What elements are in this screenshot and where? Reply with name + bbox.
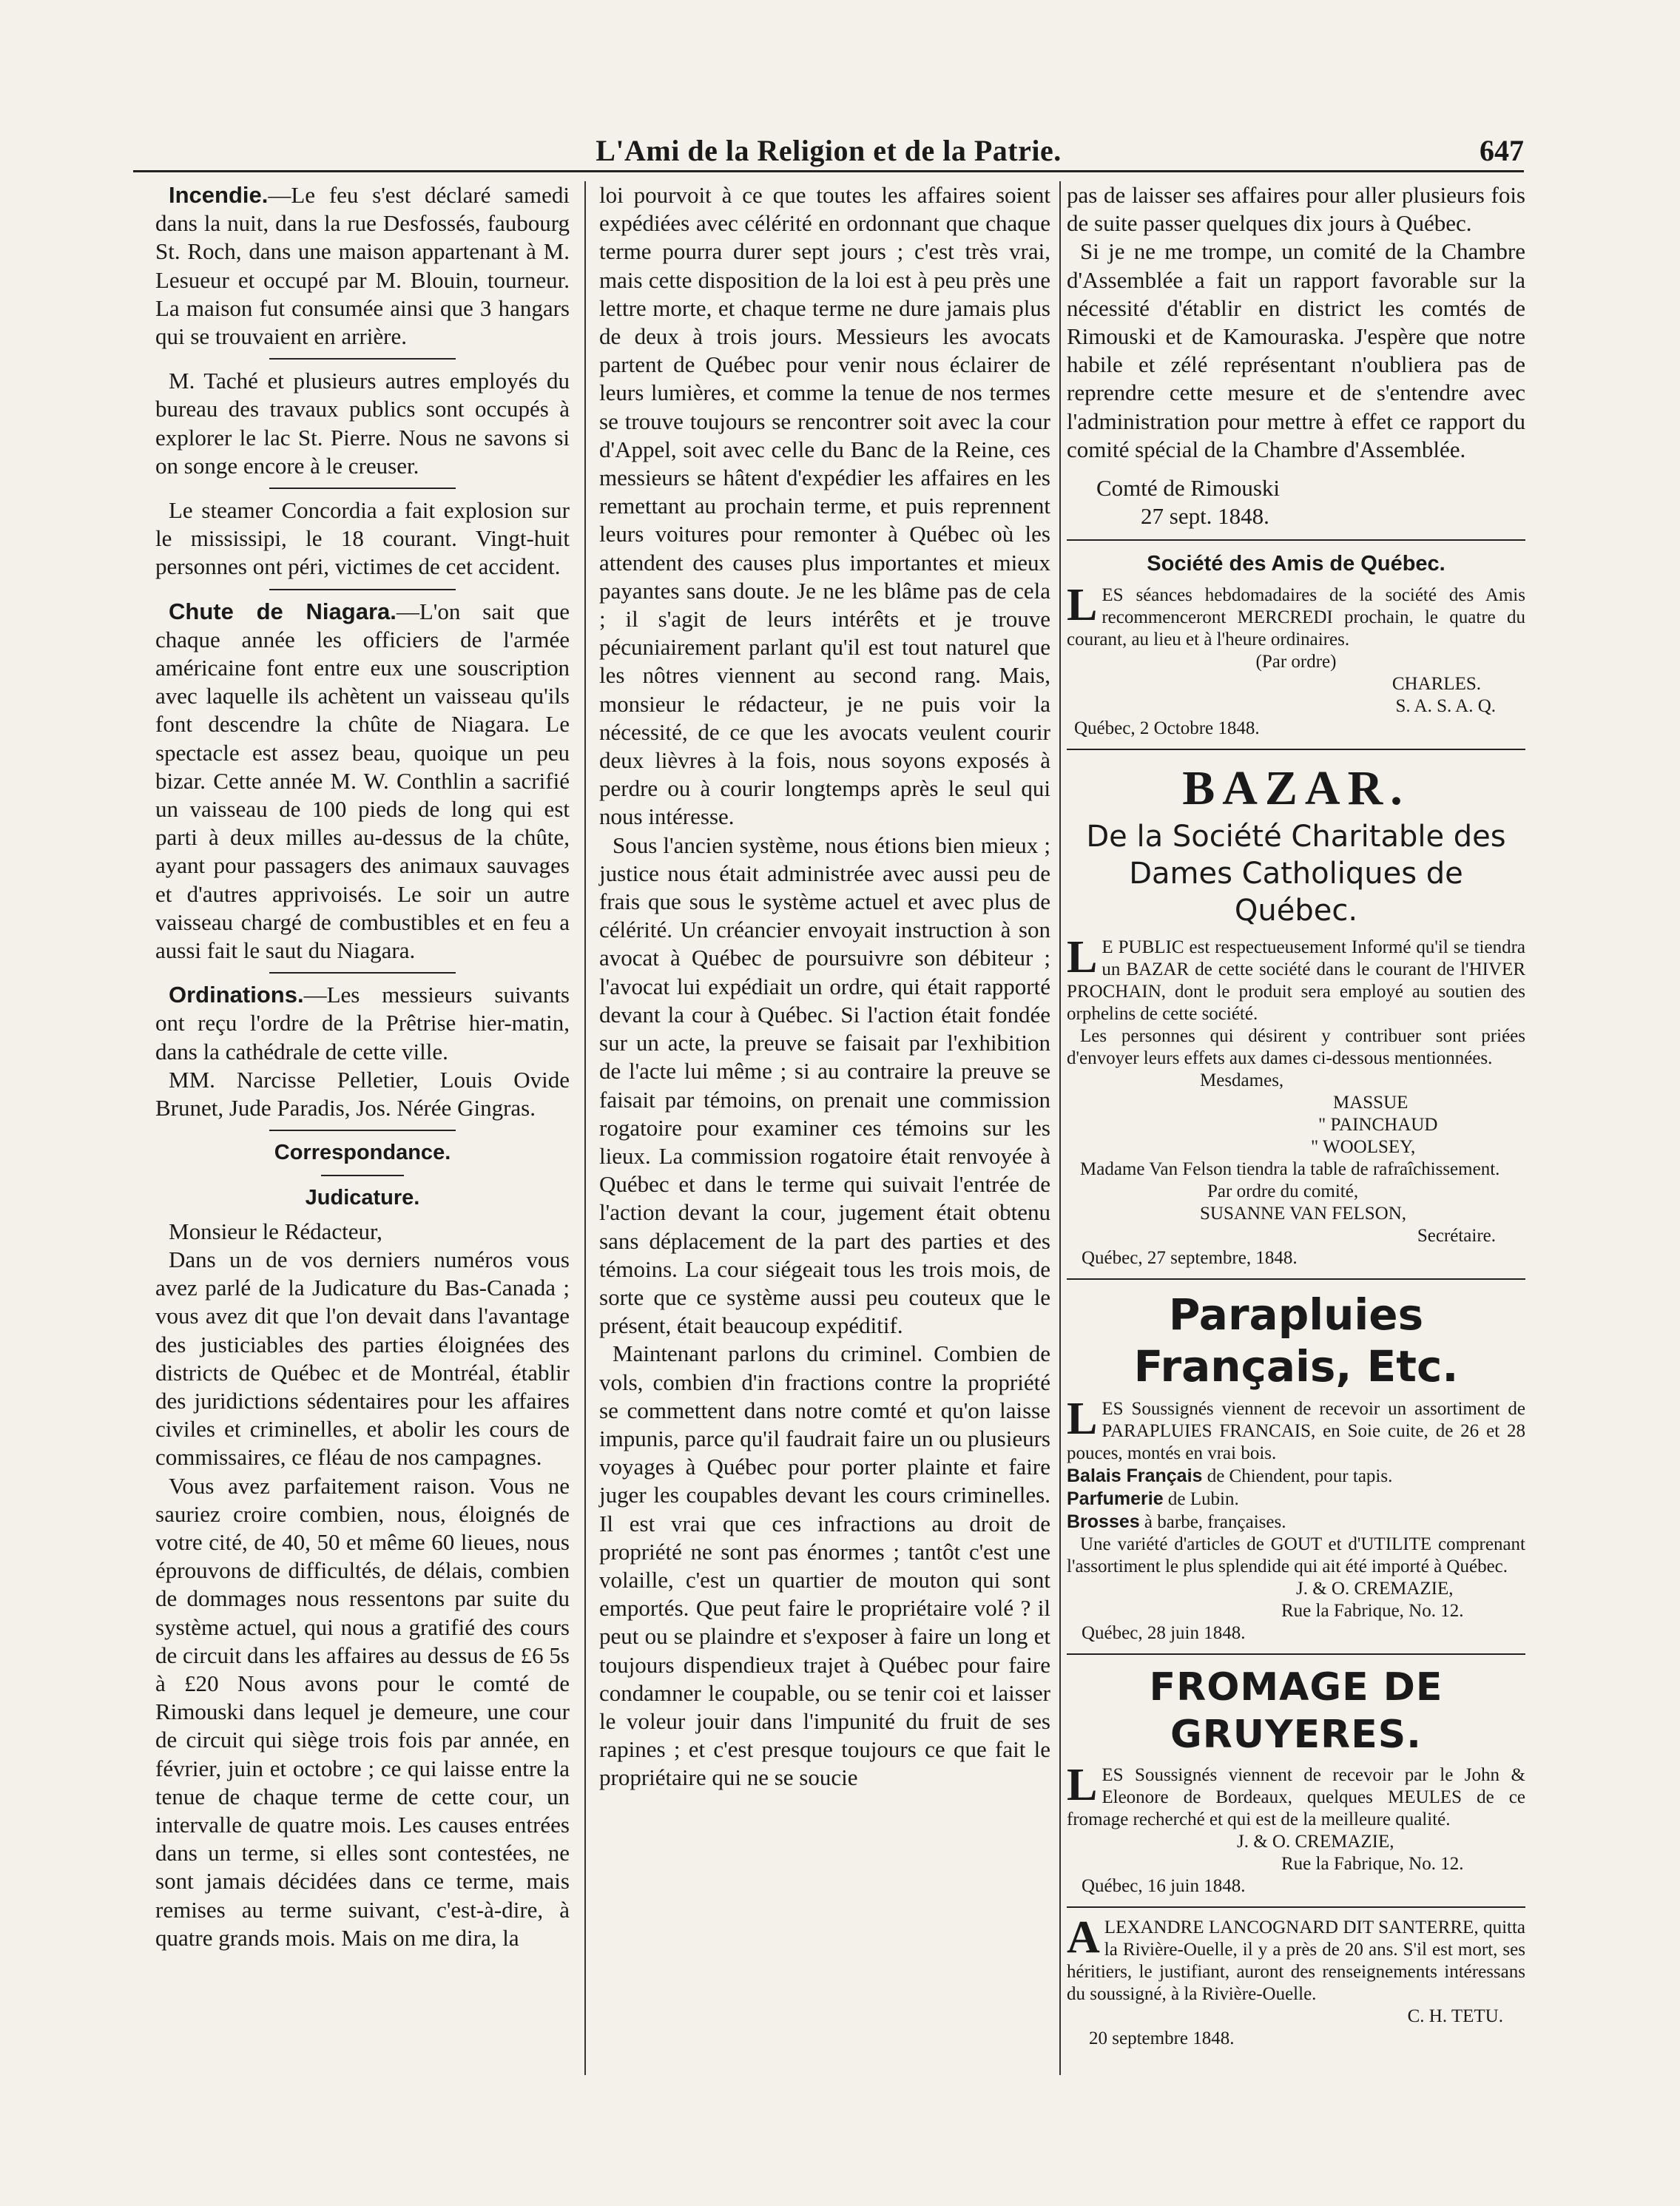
ad-bazar-text: L E PUBLIC est respectueusement Informé qu'il se tiendra un BAZAR de cette société dans le courant de l'HIVER PROCHAIN, dont le produit sera employé au soutien des orphelins de cette société. — [1067, 931, 1525, 1024]
separator — [1067, 1906, 1525, 1908]
article-incendie — [155, 181, 570, 351]
separator — [1067, 1278, 1525, 1280]
article-text: —Les messieurs suivants ont reçu l'ordre de la Prêtrise hier-matin, dans la cathédrale de cette ville. — [155, 982, 570, 1065]
ad-cremazie-signature: J. & O. CREMAZIE, — [1237, 1831, 1394, 1852]
dropcap-letter: L — [1067, 931, 1098, 982]
ad-fromage-text: LES Soussignés viennent de recevoir par le John & Eleonore de Bordeaux, quelques MEULES de ce fromage recherché et qui est de la meilleure qualité. — [1067, 1759, 1525, 1829]
ad-bazar-text-2: Les personnes qui désirent y contribuer sont priées d'envoyer leurs effets aux dames ci-dessous mentionnées. — [1067, 1025, 1525, 1068]
ad-lancognard-date: 20 septembre 1848. — [1089, 2028, 1235, 2048]
ad-bazar-title: BAZAR. — [1182, 760, 1410, 815]
separator — [1067, 539, 1525, 541]
column-1 — [155, 181, 570, 1952]
ad-bazar-date: Québec, 27 septembre, 1848. — [1082, 1247, 1298, 1268]
letter-paragraph: loi pourvoit à ce que toutes les affaires soient expédiées avec célérité en ordonnant que chaque terme pourra durer sept jours ; c'est très vrai, mais cette disposition de la loi est à peu près une lettre morte, et chaque terme ne dure jamais plus de deux à trois jours. Messieurs les avocats partent de Québec pour venir nous éclairer de leurs lumières, et comme la tenue de nos termes se trouve toujours se rencontrer soit avec la cour d'Appel, soit avec celle du Banc de la Reine, ces messieurs se hâtent d'expédier les affaires en les remettant au prochain terme, et puis reprennent leurs voitures pour remonter à Québec où les attendent des causes plus importantes et mieux payantes sans doute. Je ne les blâme pas de cela ; il s'agit de leurs intérêts et je trouve pécuniairement parlant qu'il est tout naturel que les nôtres viennent au second rang. Mais, monsieur le rédacteur, je ne puis voir la nécessité, de ce que les avocats veulent courir deux lièvres à la fois, nous soyons exposés à perdre ou à courir longtemps après le seul qui nous intéresse. — [599, 182, 1050, 830]
separator — [269, 358, 456, 360]
article-niagara — [155, 598, 570, 965]
ad-cremazie-signature: J. & O. CREMAZIE, — [1296, 1578, 1454, 1599]
ad-fromage-date: Québec, 16 juin 1848. — [1082, 1875, 1246, 1896]
dropcap-letter: L — [1067, 1393, 1098, 1444]
article-keyword: Incendie. — [169, 182, 269, 208]
ad-amis-title: Société des Amis de Québec. — [1147, 552, 1445, 576]
separator — [1067, 749, 1525, 750]
ad-lancognard-text: ALEXANDRE LANCOGNARD DIT SANTERRE, quitta la Rivière-Ouelle, il y a près de 20 ans. S'il est mort, ses héritiers, le justifiant, auront des renseignements intéressans du soussigné, à la Rivière-Ouelle. — [1067, 1912, 1525, 2004]
section-heading: Correspondance. — [274, 1141, 451, 1165]
ad-amis-par-ordre: (Par ordre) — [1255, 651, 1337, 672]
page-header — [133, 118, 1524, 172]
separator — [269, 972, 456, 974]
column-3 — [1067, 181, 1525, 2050]
dropcap-letter: A — [1067, 1912, 1100, 1963]
letter-paragraph: Dans un de vos derniers numéros vous avez parlé de la Judicature du Bas-Canada ; vous avez dit que l'on devait dans l'avantage des justiciables des parties éloignées des districts de Québec et de Montréal, établir des juridictions sédentaires pour les affaires civiles et criminelles, et abolir les cours de commissaires, ce fléau de nos campagnes. — [155, 1246, 570, 1471]
letter-paragraph: pas de laisser ses affaires pour aller plusieurs fois de suite passer quelques dix jours à Québec. — [1067, 182, 1525, 237]
ad-cremazie-address: Rue la Fabrique, No. 12. — [1281, 1853, 1464, 1874]
article-keyword: Chute de Niagara. — [169, 598, 397, 624]
ad-brosses-line: Brosses à barbe, françaises. — [1067, 1511, 1286, 1532]
ad-bazar-vanfelson: Madame Van Felson tiendra la table de rafraîchissement. — [1080, 1158, 1500, 1179]
ad-amis-signature: CHARLES. — [1391, 673, 1481, 694]
ad-bazar-name: MASSUE — [1333, 1092, 1409, 1113]
ad-variete-text: Une variété d'articles de GOUT et d'UTILITE comprenant l'assortiment le plus splendide qui ait été importé à Québec. — [1067, 1534, 1525, 1576]
separator — [269, 488, 456, 489]
separator — [269, 1130, 456, 1131]
ad-bazar-name: " WOOLSEY, — [1311, 1136, 1416, 1157]
ad-parfumerie-line: Parfumerie de Lubin. — [1067, 1488, 1239, 1509]
separator — [321, 1175, 404, 1176]
letter-signature — [1096, 474, 1525, 530]
letter-place: Comté de Rimouski — [1096, 475, 1280, 502]
ad-cremazie-address: Rue la Fabrique, No. 12. — [1281, 1600, 1464, 1621]
ad-fromage-title: FROMAGE DE GRUYERES. — [1149, 1664, 1443, 1757]
ad-bazar-mesdames: Mesdames, — [1200, 1070, 1284, 1090]
separator — [269, 589, 456, 590]
ad-bazar-subtitle: De la Société Charitable des Dames Catholiques de Québec. — [1086, 819, 1506, 928]
article-ordinations — [155, 981, 570, 1066]
ad-bazar-par-ordre: Par ordre du comité, — [1207, 1181, 1359, 1201]
article-text: —Le feu s'est déclaré samedi dans la nuit, dans la rue Desfossés, faubourg St. Roch, dans une maison appartenant à M. Lesueur et occupé par M. Blouin, tourneur. La maison fut consumée ainsi que 3 hangars qui se trouvaient en arrière. — [155, 182, 570, 350]
ad-amis-text: LES séances hebdomadaires de la société des Amis recommenceront MERCREDI prochain, le quatre du courant, au lieu et à l'heure ordinaires. — [1067, 579, 1525, 650]
letter-salutation: Monsieur le Rédacteur, — [169, 1218, 382, 1244]
dropcap-letter: L — [1067, 1759, 1098, 1810]
ad-bazar-signature: SUSANNE VAN FELSON, — [1200, 1203, 1406, 1224]
letter-paragraph: Sous l'ancien système, nous étions bien mieux ; justice nous était administrée avec aussi peu de frais que sous le système actuel et avec plus de célérité. Un créancier envoyait instruction à son avocat à Québec de poursuivre son débiteur ; l'avocat lui expédiait un ordre, qui était rapporté devant la cour à Québec. Si l'action était fondée sur un acte, la preuve se faisait par l'exhibition de l'acte lui même ; si au contraire la preuve se faisait par témoins, on prenait une commission rogatoire pour examiner ces témoins sur les lieux. La commission rogatoire était renvoyée à Québec et dans le terme qui suivait l'entrée de l'action devant la cour, jugement était obtenu sans déplacement de la part des parties et des témoins. La cour siégeait tous les trois mois, de sorte que ce système aussi peu couteux que le présent, était beaucoup expéditif. — [599, 832, 1050, 1339]
dropcap-letter: L — [1067, 579, 1098, 630]
separator — [1067, 1653, 1525, 1655]
ad-lancognard-signature: C. H. TETU. — [1407, 2006, 1503, 2026]
column-rule-2 — [1059, 181, 1061, 2075]
ordinations-names: MM. Narcisse Pelletier, Louis Ovide Brunet, Jude Paradis, Jos. Nérée Gingras. — [155, 1066, 570, 1121]
page-number: 647 — [1480, 134, 1524, 167]
article-text: —L'on sait que chaque année les officiers de l'armée américaine font entre eux une souscription avec laquelle ils achètent un vaisseau qu'ils font descendre la chûte de Niagara. Le spectacle est assez beau, quoique un peu bizar. Cette année M. W. Conthlin a sacrifié un vaisseau de 100 pieds de long qui est parti à deux milles au-dessus de la chûte, ayant pour passagers des animaux sauvages et d'autres apprivoisés. Le soir un autre vaisseau chargé de combustibles et en feu a aussi fait le saut du Niagara. — [155, 598, 570, 964]
ad-parapluies-title: Parapluies Français, Etc. — [1133, 1289, 1459, 1392]
ad-bazar-name: " PAINCHAUD — [1318, 1114, 1438, 1135]
column-2 — [599, 181, 1050, 1792]
article-concordia: Le steamer Concordia a fait explosion sur le mississipi, le 18 courant. Vingt-huit personnes ont péri, victimes de cet accident. — [155, 497, 570, 580]
ad-amis-date: Québec, 2 Octobre 1848. — [1074, 718, 1260, 738]
letter-paragraph: Vous avez parfaitement raison. Vous ne sauriez croire combien, nous, éloignés de votre cité, de 40, 50 et même 60 lieues, nous éprouvons de difficultés, de délais, combien de dommages nous ressentons par suite du système actuel, qui nous a gratifié des cours de circuit dans les affaires au dessus de £6 5s à £20 Nous avons pour le comté de Rimouski dans lequel je demeure, une cour de circuit qui siège trois fois par année, en février, juin et octobre ; ce qui laisse entre la tenue de chaque terme de cette cour, un intervalle de quatre mois. Les causes entrées dans un terme, si elles sont contestées, ne sont jamais décidées dans ce terme, mais remises au terme suivant, c'est-à-dire, à quatre grands mois. Mais on me dira, la — [155, 1472, 570, 1951]
ad-bazar-secretaire: Secrétaire. — [1417, 1225, 1496, 1246]
letter-paragraph: Maintenant parlons du criminel. Combien de vols, combien d'in fractions contre la propriété se commettent dans notre comté et qu'on laisse impunis, parce qu'il faudrait faire un ou plusieurs voyages à Québec pour porter plainte et faire juger les coupables devant les cours criminelles. Il est vrai que ces infractions au droit de propriété ne sont pas énormes ; tantôt c'est une volaille, c'est un quartier de mouton qui sont emportés. Que peut faire le propriétaire volé ? il peut ou se plaindre et s'exposer à faire un long et toujours dispendieux trajet à Québec pour faire condamner le coupable, ou se tenir coi et laisser le voleur jouir dans l'impunité du fruit de ses rapines ; et c'est presque toujours ce que fait le propriétaire qui ne se soucie — [599, 1340, 1050, 1791]
ad-amis-signature-2: S. A. S. A. Q. — [1395, 695, 1496, 716]
ad-parapluies-text: LES Soussignés viennent de recevoir un assortiment de PARAPLUIES FRANCAIS, en Soie cuite, de 26 et 28 pouces, montés en vrai bois. — [1067, 1393, 1525, 1463]
letter-date: 27 sept. 1848. — [1141, 503, 1269, 530]
ad-balais-line: Balais Français de Chiendent, pour tapis. — [1067, 1465, 1393, 1486]
article-tache: M. Taché et plusieurs autres employés du bureau des travaux publics sont occupés à explorer le lac St. Pierre. Nous ne savons si on songe encore à le creuser. — [155, 368, 570, 479]
letter-paragraph: Si je ne me trompe, un comité de la Chambre d'Assemblée a fait un rapport favorable sur la nécessité d'établir en district les comtés de Rimouski et de Kamouraska. J'espère que notre habile et zélé représentant n'oubliera pas de reprendre cette mesure et de s'entendre avec l'administration pour mettre à effet ce rapport du comité spécial de la Chambre d'Assemblée. — [1067, 238, 1525, 462]
newspaper-title: L'Ami de la Religion et de la Patrie. — [596, 134, 1062, 167]
column-rule-1 — [584, 181, 586, 2075]
ad-parapluies-date: Québec, 28 juin 1848. — [1082, 1622, 1246, 1643]
section-subheading: Judicature. — [305, 1185, 420, 1210]
article-keyword: Ordinations. — [169, 982, 304, 1008]
